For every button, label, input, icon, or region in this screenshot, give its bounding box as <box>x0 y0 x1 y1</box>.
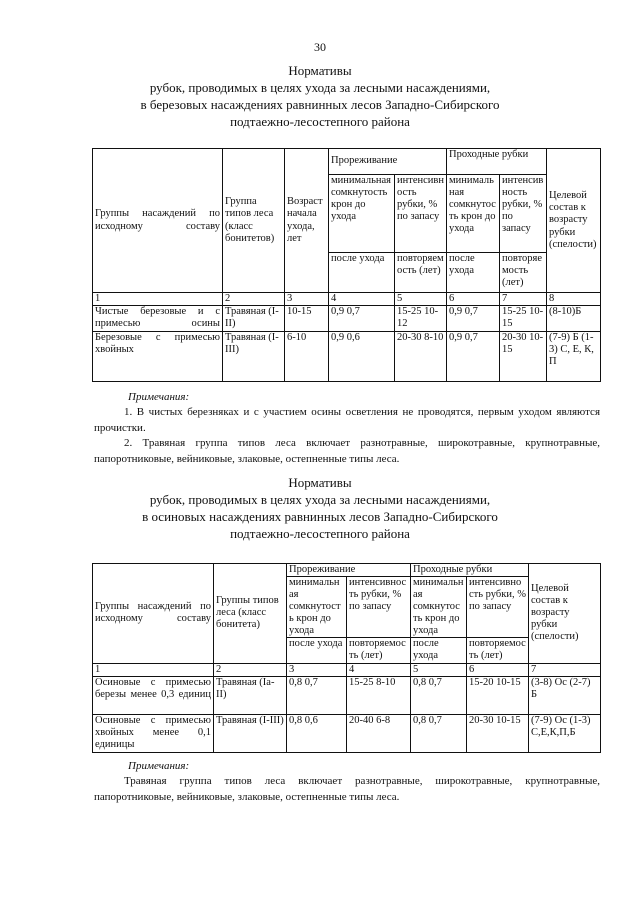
header-group <box>93 564 214 664</box>
col-number: 2 <box>223 293 285 306</box>
header-pass-after: после ухода <box>411 638 467 663</box>
header-thin-intensity: интенсивность рубки, % по запасу <box>347 577 411 638</box>
col-number: 3 <box>285 293 329 306</box>
birch-norms-table <box>92 148 601 382</box>
header-pass-density: минимальная сомкнутость крон до ухода <box>411 577 467 638</box>
cell-group: Осиновые с примесью хвойных менее 0,1 единицы <box>93 714 214 752</box>
col-number: 7 <box>529 663 601 676</box>
header-passage: Проходные рубки <box>447 149 547 175</box>
header-target: Целевой состав к возрасту рубки (спелости) <box>547 149 601 293</box>
header-forest-type: Группа типов леса (класс бонитетов) <box>223 149 285 293</box>
header-thin-intensity: интенсивность рубки, % по запасу <box>395 175 447 253</box>
section2-notes <box>94 759 600 805</box>
header-pass-after: после ухода <box>447 253 500 293</box>
col-number: 5 <box>411 663 467 676</box>
cell-forest-type: Травяная (Iа-II) <box>214 676 287 714</box>
header-thin-repeat: повторяемость (лет) <box>347 638 411 663</box>
header-group <box>93 149 223 293</box>
title-line: в осиновых насаждениях равнинных лесов Западно-Сибирского <box>142 509 498 525</box>
header-group-text: Группы насаждений по исходному составу <box>95 601 211 625</box>
cell-forest-type: Травяная (I-III) <box>214 714 287 752</box>
header-pass-repeat: повторяемость (лет) <box>500 253 547 293</box>
table-row <box>93 306 601 332</box>
cell-age: 6-10 <box>285 332 329 382</box>
col-number: 8 <box>547 293 601 306</box>
section1-notes <box>94 390 600 467</box>
header-target: Целевой состав к возрасту рубки (спелости) <box>529 564 601 664</box>
cell-pass-density: 0,8 0,7 <box>411 676 467 714</box>
cell-thin-density: 0,9 0,7 <box>329 306 395 332</box>
cell-group: Осиновые с примесью березы менее 0,3 единиц <box>93 676 214 714</box>
col-number: 6 <box>467 663 529 676</box>
col-number: 6 <box>447 293 500 306</box>
header-thinning: Прореживание <box>329 149 447 175</box>
cell-group: Чистые березовые и с примесью осины <box>93 306 223 332</box>
cell-target: (7-9) Б (1-3) С, Е, К, П <box>547 332 601 382</box>
cell-thin-intensity: 15-25 8-10 <box>347 676 411 714</box>
cell-thin-intensity: 15-25 10-12 <box>395 306 447 332</box>
header-forest-type: Группы типов леса (класс бонитета) <box>214 564 287 664</box>
title-line: подтаежно-лесостепного района <box>230 114 410 130</box>
header-pass-repeat: повторяемость (лет) <box>467 638 529 663</box>
cell-pass-intensity: 15-25 10-15 <box>500 306 547 332</box>
header-thinning: Прореживание <box>287 564 411 577</box>
col-number: 1 <box>93 293 223 306</box>
col-number: 3 <box>287 663 347 676</box>
cell-forest-type: Травяная (I-II) <box>223 306 285 332</box>
title-line: рубок, проводимых в целях ухода за лесными насаждениями, <box>149 492 491 508</box>
col-number: 1 <box>93 663 214 676</box>
cell-target: (8-10)Б <box>547 306 601 332</box>
header-thin-after: после ухода <box>287 638 347 663</box>
header-age: Возраст начала ухода, лет <box>285 149 329 293</box>
cell-thin-density: 0,8 0,7 <box>287 676 347 714</box>
cell-thin-intensity: 20-30 8-10 <box>395 332 447 382</box>
col-number: 4 <box>347 663 411 676</box>
title-line: Нормативы <box>288 475 352 490</box>
col-number: 4 <box>329 293 395 306</box>
header-thin-after: после ухода <box>329 253 395 293</box>
header-thin-density: минимальная сомкнутость крон до ухода <box>329 175 395 253</box>
table-row <box>93 332 601 382</box>
cell-pass-intensity: 15-20 10-15 <box>467 676 529 714</box>
title-line: рубок, проводимых в целях ухода за лесными насаждениями, <box>149 80 491 96</box>
section2-title <box>0 474 640 543</box>
cell-forest-type: Травяная (I-III) <box>223 332 285 382</box>
col-number: 2 <box>214 663 287 676</box>
cell-target: (7-9) Ос (1-3) С,Е,К,П,Б <box>529 714 601 752</box>
header-pass-density: минимальная сомкнутость крон до ухода <box>447 175 500 253</box>
cell-thin-density: 0,9 0,6 <box>329 332 395 382</box>
note-item: 1. В чистых березняках и с участием осины осветления не проводятся, первым уходом являются прочистки. <box>94 406 600 434</box>
page-number: 30 <box>314 40 326 54</box>
title-line: подтаежно-лесостепного района <box>230 526 410 542</box>
note-item: 2. Травяная группа типов леса включает разнотравные, широкотравные, крупнотравные, папоротниковые, вейниковые, злаковые, остепненные типы леса. <box>94 437 600 465</box>
title-line: Нормативы <box>288 63 352 78</box>
header-thin-density: минимальная сомкнутость крон до ухода <box>287 577 347 638</box>
header-thin-repeat: повторяемость (лет) <box>395 253 447 293</box>
col-number: 7 <box>500 293 547 306</box>
aspen-norms-table <box>92 563 601 753</box>
header-pass-intensity: интенсивность рубки, % по запасу <box>500 175 547 253</box>
cell-target: (3-8) Ос (2-7) Б <box>529 676 601 714</box>
cell-pass-density: 0,9 0,7 <box>447 332 500 382</box>
cell-pass-intensity: 20-30 10-15 <box>500 332 547 382</box>
cell-pass-density: 0,8 0,7 <box>411 714 467 752</box>
notes-title: Примечания: <box>128 760 190 772</box>
cell-group: Березовые с примесью хвойных <box>93 332 223 382</box>
section1-title <box>0 62 640 131</box>
title-line: в березовых насаждениях равнинных лесов Западно-Сибирского <box>140 97 500 113</box>
cell-thin-density: 0,8 0,6 <box>287 714 347 752</box>
notes-title: Примечания: <box>128 391 190 403</box>
cell-pass-intensity: 20-30 10-15 <box>467 714 529 752</box>
cell-pass-density: 0,9 0,7 <box>447 306 500 332</box>
table-row <box>93 676 601 714</box>
table-row <box>93 714 601 752</box>
header-passage: Проходные рубки <box>411 564 529 577</box>
header-group-text: Группы насаждений по исходному составу <box>95 208 220 232</box>
cell-age: 10-15 <box>285 306 329 332</box>
note-item: Травяная группа типов леса включает разнотравные, широкотравные, крупнотравные, папоротниковые, вейниковые, злаковые, остепненные типы леса. <box>94 775 600 803</box>
cell-thin-intensity: 20-40 6-8 <box>347 714 411 752</box>
col-number: 5 <box>395 293 447 306</box>
header-pass-intensity: интенсивность рубки, % по запасу <box>467 577 529 638</box>
